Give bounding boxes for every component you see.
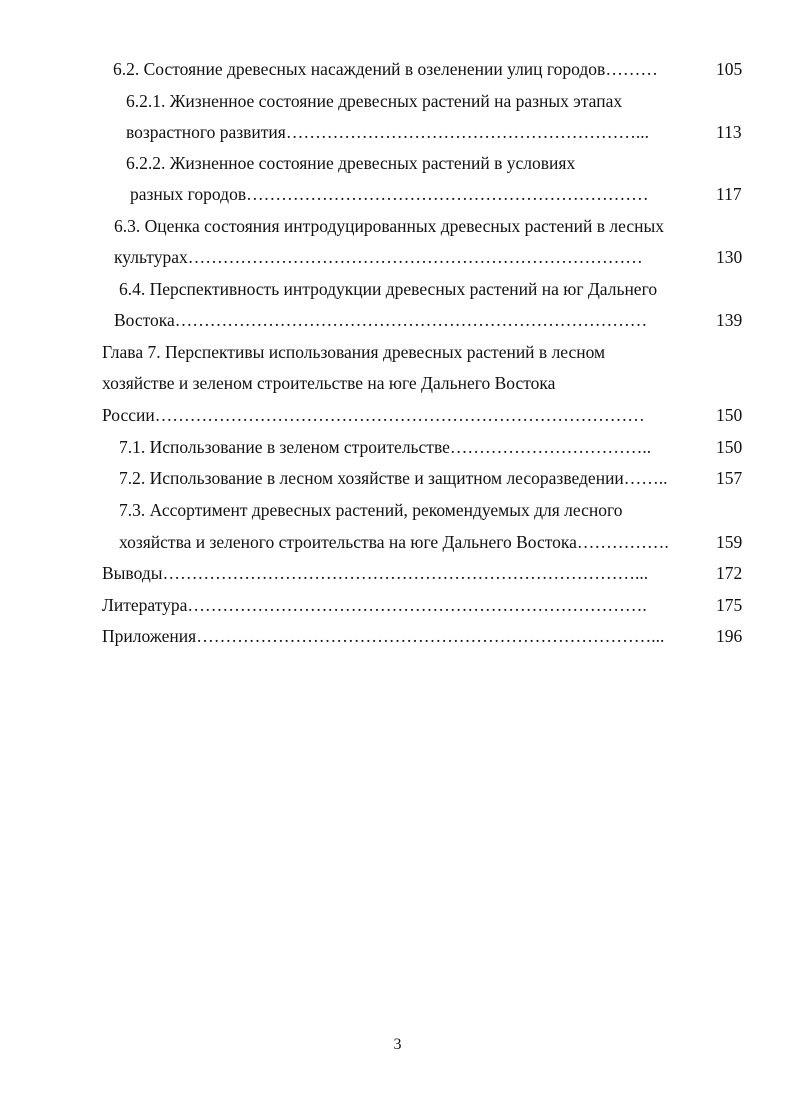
toc-entry-text: хозяйстве и зеленом строительстве на юге Дальнего Востока — [102, 373, 556, 393]
toc-page-number: 139 — [716, 310, 743, 330]
toc-page-number: 159 — [716, 532, 743, 552]
toc-page-number: 105 — [716, 59, 743, 79]
toc-page-number: 157 — [716, 468, 743, 488]
toc-page-number: 172 — [716, 563, 743, 583]
toc-page-number: 113 — [716, 122, 742, 142]
toc-page-number: 130 — [716, 247, 743, 267]
toc-entry-text: 6.2.1. Жизненное состояние древесных растений на разных этапах — [126, 91, 623, 111]
page-number: 3 — [393, 1036, 402, 1053]
toc-entry-text: 7.1. Использование в зеленом строительстве…………………………….. — [119, 437, 652, 457]
toc-entry-text: Востока……………………………………………………………………… — [114, 310, 648, 330]
toc-page-number: 150 — [716, 437, 743, 457]
toc-entry-text: культурах…………………………………………………………………… — [114, 247, 643, 267]
toc-entry-text: 6.4. Перспективность интродукции древесных растений на юг Дальнего — [119, 279, 658, 299]
toc-entry-text: Глава 7. Перспективы использования древесных растений в лесном — [102, 342, 606, 362]
toc-page-number: 196 — [716, 626, 743, 646]
toc-entry-text: 7.2. Использование в лесном хозяйстве и защитном лесоразведении…….. — [119, 468, 668, 488]
toc-page-number: 117 — [716, 184, 742, 204]
toc-entry-text: 6.2. Состояние древесных насаждений в озеленении улиц городов……… — [113, 59, 658, 79]
toc-entry-text: Выводы………………………………………………………………………... — [102, 563, 649, 583]
toc-page-number: 175 — [716, 595, 743, 615]
toc-page-number: 150 — [716, 405, 743, 425]
toc-entry-text: 7.3. Ассортимент древесных растений, рекомендуемых для лесного — [119, 500, 623, 520]
toc-entry-text: Литература……………………………………………………………………. — [102, 595, 647, 615]
toc-entry-text: возрастного развития……………………………………………………... — [126, 122, 649, 142]
toc-entry-text: России………………………………………………………………………… — [102, 405, 645, 425]
toc-entry-text: хозяйства и зеленого строительства на юге Дальнего Востока……………. — [119, 532, 669, 552]
toc-entry-text: Приложения……………………………………………………………………... — [102, 626, 665, 646]
toc-entry-text: 6.2.2. Жизненное состояние древесных растений в условиях — [126, 153, 576, 173]
toc-entry-text: 6.3. Оценка состояния интродуцированных древесных растений в лесных — [114, 216, 664, 236]
toc-entry-text: разных городов…………………………………………………………… — [130, 184, 649, 204]
